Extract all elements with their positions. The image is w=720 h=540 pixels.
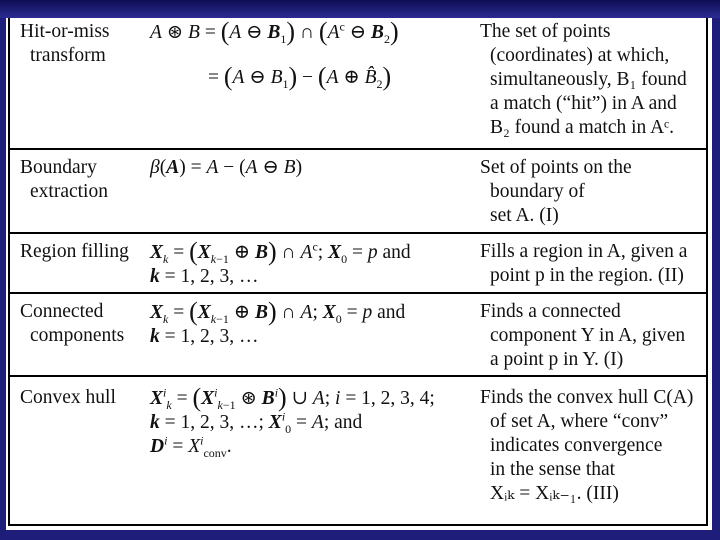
operation-description: Set of points on the boundary of set A. (I)	[480, 157, 632, 226]
slide-bottom-edge	[0, 530, 720, 540]
formula: $X_k = (X_{k-1}$ ⊕ B) ∩ A; $X_0 = p$ and k = 1, 2, 3, …	[150, 297, 406, 347]
formula: $X_k = (X_{k-1}$ ⊕ B) ∩ $A^c$; $X_0 = p$ and k = 1, 2, 3, …	[150, 237, 411, 287]
row-divider	[10, 292, 706, 294]
operation-name: Convex hull	[20, 387, 116, 408]
operation-description: Fills a region in A, given a point p in the region. (II)	[480, 241, 688, 286]
operation-description: The set of points (coordinates) at which, simultaneously, B₁ found a match (“hit”) in A and B₂ found a match in Aᶜ.	[480, 21, 687, 138]
formula: β(A) = A − (A ⊖ B)	[150, 157, 303, 178]
operation-name: Hit-or-miss transform	[20, 21, 110, 66]
slide-top-bar	[0, 0, 720, 18]
formula: A ⊛ B = (A ⊖ $B_1$) ∩ ($A^c$ ⊖ $B_2$) = (A ⊖ $B_1) - (A$ ⊕ $B̂_2$)	[150, 17, 399, 91]
operation-description: Finds a connected component Y in A, given a point p in Y. (I)	[480, 301, 686, 370]
operation-name: Connected components	[20, 301, 125, 346]
slide-right-edge	[712, 18, 720, 540]
formula: $X^i_k = (X^i_{k-1}$ ⊛ $B^i$) ∪ A; i = 1, 2, 3, 4; k = 1, 2, 3, …; $X^i_0 = A$; and $D^i = X^i_{conv}$.	[150, 383, 435, 460]
operation-name: Boundary extraction	[20, 157, 108, 202]
operation-name: Region filling	[20, 241, 129, 262]
row-divider	[10, 232, 706, 234]
operation-description: Finds the convex hull C(A) of set A, where “conv” indicates convergence in the sense that Xᵢₖ = Xᵢₖ₋₁. (III)	[480, 387, 694, 504]
row-divider	[10, 375, 706, 377]
row-divider	[10, 148, 706, 150]
